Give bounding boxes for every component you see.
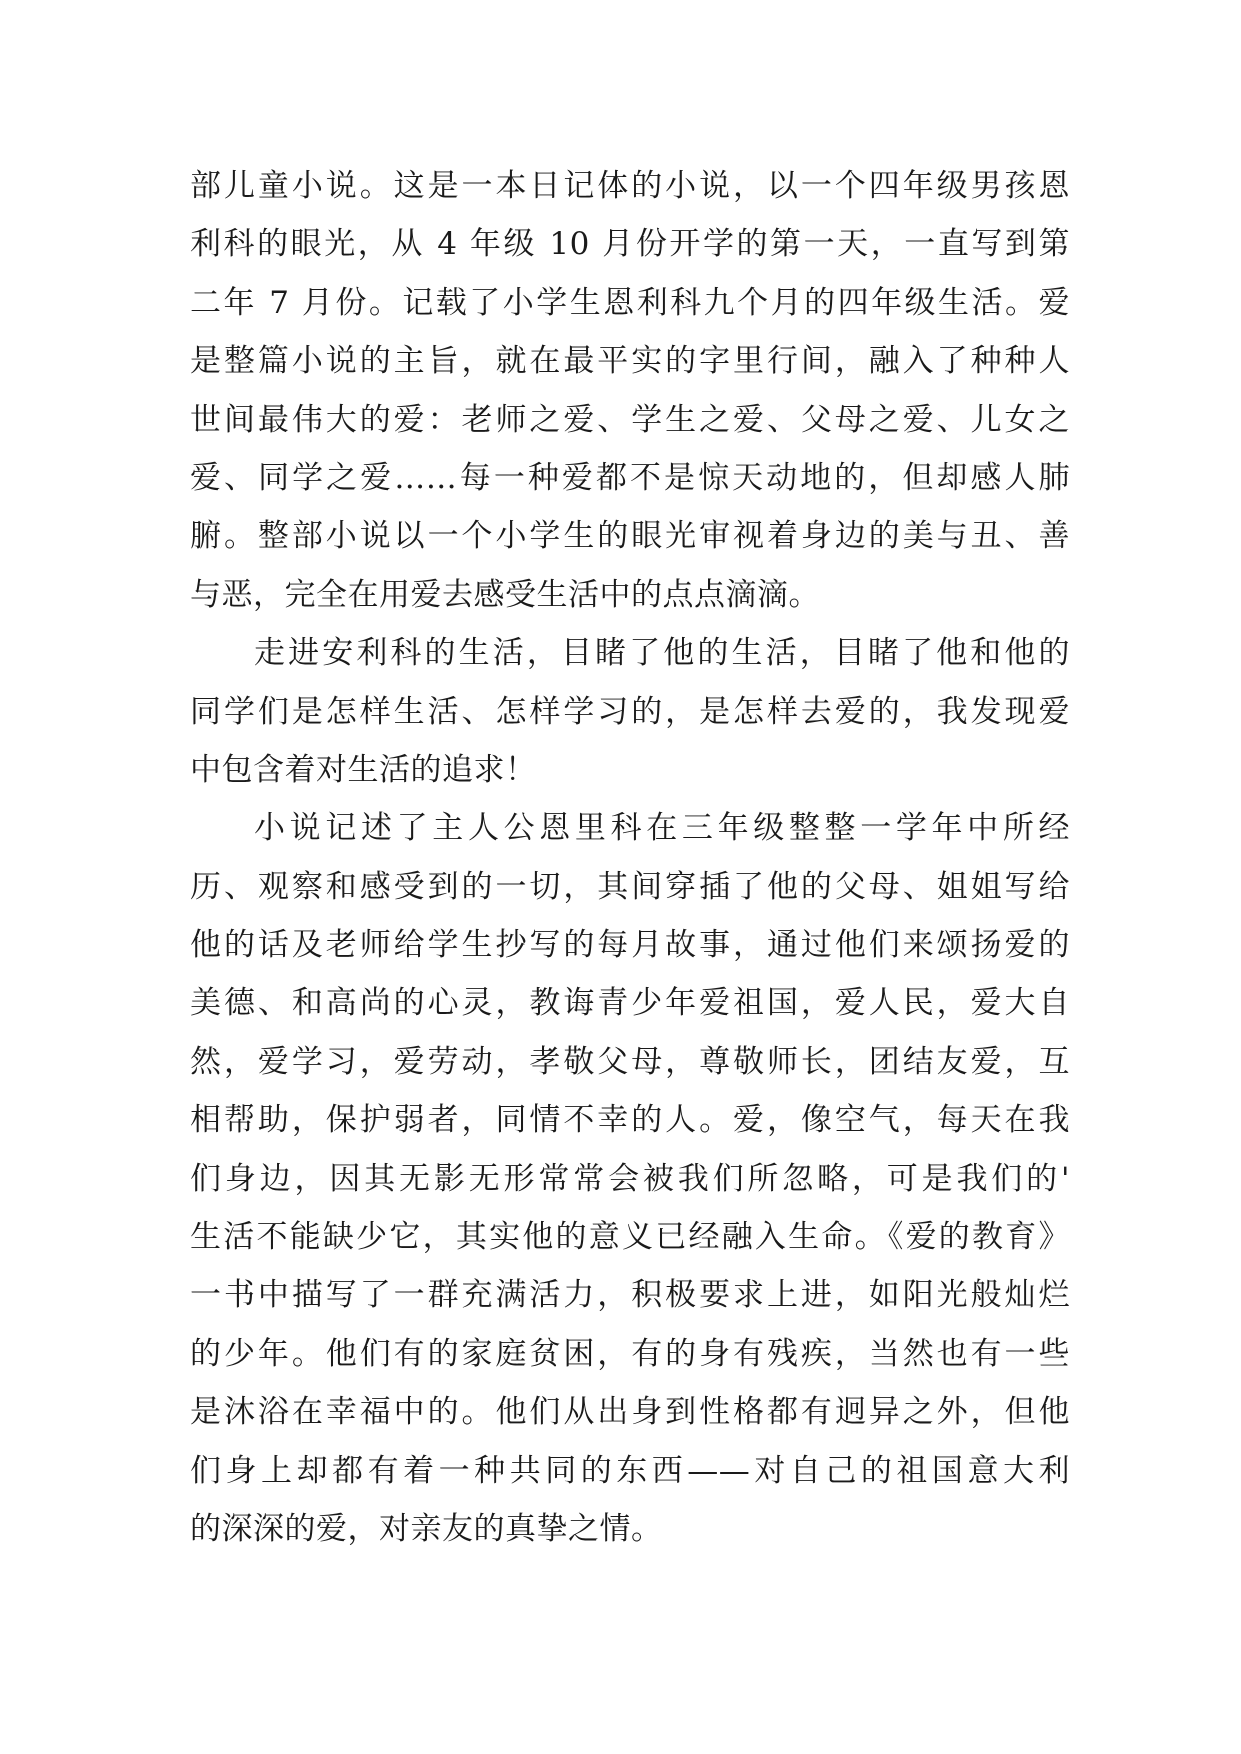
text-line: 的少年。他们有的家庭贫困，有的身有残疾，当然也有一些 [190, 1335, 1070, 1372]
text-line: 的深深的爱，对亲友的真挚之情。 [190, 1510, 663, 1547]
text-line: 部儿童小说。这是一本日记体的小说，以一个四年级男孩恩 [190, 168, 1070, 204]
text-line: 二年 7 月份。记载了小学生恩利科九个月的四年级生活。爱 [190, 284, 1070, 321]
paragraph-2 [190, 624, 1070, 799]
text-line: 腑。整部小说以一个小学生的眼光审视着身边的美与丑、善 [190, 518, 1070, 555]
paragraph-3 [190, 799, 1070, 1558]
text-line: 是整篇小说的主旨，就在最平实的字里行间，融入了种种人 [190, 343, 1070, 380]
text-line: 与恶，完全在用爱去感受生活中的点点滴滴。 [190, 576, 820, 613]
body-text [190, 157, 1070, 1558]
text-line: 爱、同学之爱……每一种爱都不是惊天动地的，但却感人肺 [190, 459, 1070, 496]
paragraph-1 [190, 157, 1070, 624]
text-line: 们身上却都有着一种共同的东西——对自己的祖国意大利 [190, 1452, 1070, 1489]
text-line: 生活不能缺少它，其实他的意义已经融入生命。《爱的教育》 [190, 1219, 1070, 1256]
text-line: 中包含着对生活的追求！ [190, 751, 537, 788]
text-line: 是沐浴在幸福中的。他们从出身到性格都有迥异之外，但他 [190, 1394, 1070, 1431]
text-line: 然，爱学习，爱劳动，孝敬父母，尊敬师长，团结友爱，互 [190, 1043, 1070, 1080]
text-line: 他的话及老师给学生抄写的每月故事，通过他们来颂扬爱的 [190, 927, 1070, 964]
text-line: 历、观察和感受到的一切，其间穿插了他的父母、姐姐写给 [190, 868, 1070, 905]
text-line: 走进安利科的生活，目睹了他的生活，目睹了他和他的 [254, 635, 1070, 672]
text-line: 相帮助，保护弱者，同情不幸的人。爱，像空气，每天在我 [190, 1102, 1070, 1139]
text-line: 同学们是怎样生活、怎样学习的，是怎样去爱的，我发现爱 [190, 693, 1070, 730]
text-line: 美德、和高尚的心灵，教诲青少年爱祖国，爱人民，爱大自 [190, 985, 1070, 1022]
text-line: 小说记述了主人公恩里科在三年级整整一学年中所经 [254, 810, 1070, 847]
text-line: 利科的眼光，从 4 年级 10 月份开学的第一天，一直写到第 [190, 226, 1070, 263]
text-line: 们身边，因其无影无形常常会被我们所忽略，可是我们的' [190, 1160, 1070, 1197]
text-line: 世间最伟大的爱：老师之爱、学生之爱、父母之爱、儿女之 [190, 401, 1070, 438]
text-line: 一书中描写了一群充满活力，积极要求上进，如阳光般灿烂 [190, 1277, 1070, 1314]
